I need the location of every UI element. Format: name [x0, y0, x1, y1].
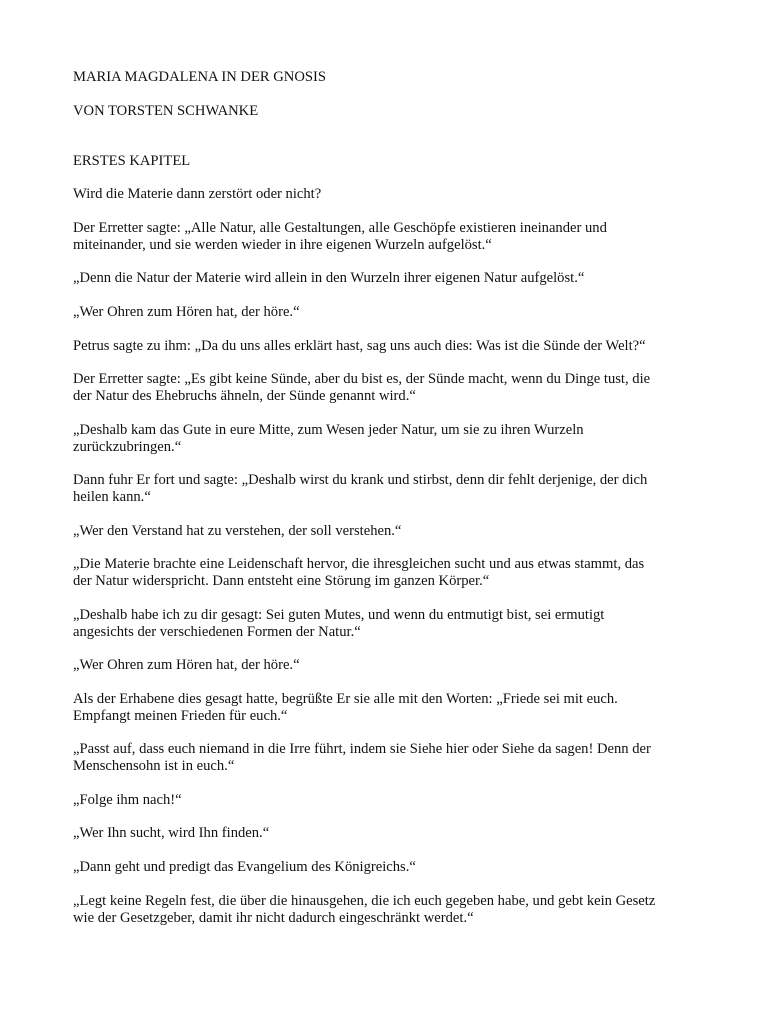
- paragraph-18-line-1: „Legt keine Regeln fest, die über die hinausgehen, die ich euch gegeben habe, und gebt kein Gesetz: [73, 893, 656, 909]
- paragraph-15-line-1: „Folge ihm nach!“: [73, 792, 182, 808]
- paragraph-1-line-1: Wird die Materie dann zerstört oder nicht?: [73, 186, 322, 202]
- paragraph-3-line-1: „Denn die Natur der Materie wird allein in den Wurzeln ihrer eigenen Natur aufgelöst.“: [73, 270, 585, 286]
- document-title: MARIA MAGDALENA IN DER GNOSIS: [73, 69, 326, 85]
- paragraph-13-line-2: Empfangt meinen Frieden für euch.“: [73, 708, 288, 724]
- paragraph-9-line-1: „Wer den Verstand hat zu verstehen, der soll verstehen.“: [73, 523, 402, 539]
- paragraph-16-line-1: „Wer Ihn sucht, wird Ihn finden.“: [73, 825, 270, 841]
- chapter-heading: ERSTES KAPITEL: [73, 153, 191, 169]
- document-page: [73, 0, 698, 1024]
- paragraph-7-line-2: zurückzubringen.“: [73, 439, 182, 455]
- paragraph-8-line-1: Dann fuhr Er fort und sagte: „Deshalb wirst du krank und stirbst, denn dir fehlt derjenige, der dich: [73, 472, 648, 488]
- paragraph-13-line-1: Als der Erhabene dies gesagt hatte, begrüßte Er sie alle mit den Worten: „Friede sei mit euch.: [73, 691, 618, 707]
- paragraph-7-line-1: „Deshalb kam das Gute in eure Mitte, zum Wesen jeder Natur, um sie zu ihren Wurzeln: [73, 422, 584, 438]
- paragraph-10-line-2: der Natur widerspricht. Dann entsteht eine Störung im ganzen Körper.“: [73, 573, 490, 589]
- paragraph-4-line-1: „Wer Ohren zum Hören hat, der höre.“: [73, 304, 300, 320]
- paragraph-10-line-1: „Die Materie brachte eine Leidenschaft hervor, die ihresgleichen sucht und aus etwas stammt, das: [73, 556, 645, 572]
- paragraph-2-line-1: Der Erretter sagte: „Alle Natur, alle Gestaltungen, alle Geschöpfe existieren ineinander und: [73, 220, 607, 236]
- paragraph-5-line-1: Petrus sagte zu ihm: „Da du uns alles erklärt hast, sag uns auch dies: Was ist die Sünde der Welt?“: [73, 338, 646, 354]
- paragraph-6-line-2: der Natur des Ehebruchs ähneln, der Sünde genannt wird.“: [73, 388, 416, 404]
- paragraph-18-line-2: wie der Gesetzgeber, damit ihr nicht dadurch eingeschränkt werdet.“: [73, 910, 474, 926]
- paragraph-11-line-2: angesichts der verschiedenen Formen der Natur.“: [73, 624, 361, 640]
- paragraph-12-line-1: „Wer Ohren zum Hören hat, der höre.“: [73, 657, 300, 673]
- paragraph-8-line-2: heilen kann.“: [73, 489, 151, 505]
- paragraph-6-line-1: Der Erretter sagte: „Es gibt keine Sünde, aber du bist es, der Sünde macht, wenn du Dinge tust, die: [73, 371, 651, 387]
- paragraph-11-line-1: „Deshalb habe ich zu dir gesagt: Sei guten Mutes, und wenn du entmutigt bist, sei ermutigt: [73, 607, 605, 623]
- paragraph-14-line-2: Menschensohn ist in euch.“: [73, 758, 235, 774]
- paragraph-2-line-2: miteinander, und sie werden wieder in ihre eigenen Wurzeln aufgelöst.“: [73, 237, 492, 253]
- document-author: VON TORSTEN SCHWANKE: [73, 103, 259, 119]
- paragraph-14-line-1: „Passt auf, dass euch niemand in die Irre führt, indem sie Siehe hier oder Siehe da sagen! Denn der: [73, 741, 651, 757]
- paragraph-17-line-1: „Dann geht und predigt das Evangelium des Königreichs.“: [73, 859, 416, 875]
